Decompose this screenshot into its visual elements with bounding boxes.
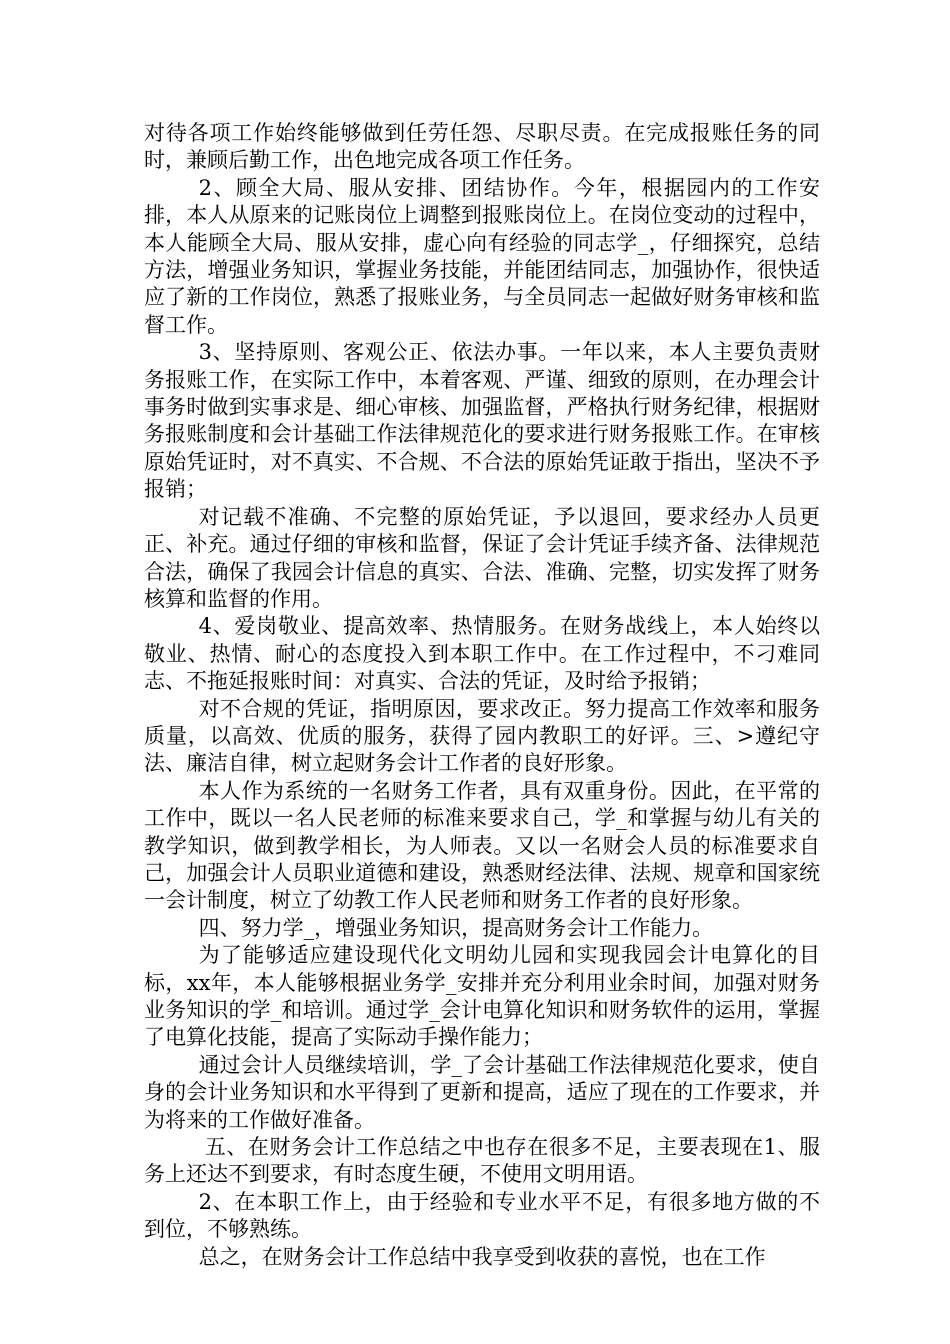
paragraph-1: 对待各项工作始终能够做到任劳任怨、尽职尽责。在完成报账任务的同时，兼顾后勤工作，出色地完成各项工作任务。 <box>144 121 820 173</box>
paragraph-8: 四、努力学_，增强业务知识，提高财务会计工作能力。 <box>198 915 714 940</box>
paragraph-11: 五、在财务会计工作总结之中也存在很多不足，主要表现在1、服务上还达不到要求，有时态度生硬，不使用文明用语。 <box>144 1135 820 1187</box>
paragraph-5: 4、爱岗敬业、提高效率、热情服务。在财务战线上，本人始终以敬业、热情、耐心的态度投入到本职工作中。在工作过程中，不刁难同志、不拖延报账时间：对真实、合法的凭证，及时给予报销； <box>144 614 820 694</box>
paragraph-3: 3、坚持原则、客观公正、依法办事。一年以来，本人主要负责财务报账工作，在实际工作中，本着客观、严谨、细致的原则，在办理会计事务时做到实事求是、细心审核、加强监督，严格执行财务纪律，根据财务报账制度和会计基础工作法律规范化的要求进行财务报账工作。在审核原始凭证时，对不真实、不合规、不合法的原始凭证敢于指出，坚决不予报销； <box>144 340 820 502</box>
paragraph-7: 本人作为系统的一名财务工作者，具有双重身份。因此，在平常的工作中，既以一名人民老师的标准来要求自己，学_和掌握与幼儿有关的教学知识，做到教学相长，为人师表。又以一名财会人员的标准要求自己，加强会计人员职业道德和建设，熟悉财经法律、法规、规章和国家统一会计制度，树立了幼教工作人民老师和财务工作者的良好形象。 <box>144 778 820 913</box>
paragraph-12: 2、在本职工作上，由于经验和专业水平不足，有很多地方做的不到位，不够熟练。 <box>144 1189 820 1242</box>
paragraph-6: 对不合规的凭证，指明原因，要求改正。努力提高工作效率和服务质量，以高效、优质的服务，获得了园内教职工的好评。三、>遵纪守法、廉洁自律，树立起财务会计工作者的良好形象。 <box>144 696 820 776</box>
paragraph-13: 总之，在财务会计工作总结中我享受到收获的喜悦，也在工作 <box>198 1244 766 1269</box>
paragraph-9: 为了能够适应建设现代化文明幼儿园和实现我园会计电算化的目标，xx年，本人能够根据业务学_安排并充分利用业余时间，加强对财务业务知识的学_和培训。通过学_会计电算化知识和财务软件的运用，掌握了电算化技能，提高了实际动手操作能力； <box>144 943 820 1050</box>
paragraph-10: 通过会计人员继续培训，学_了会计基础工作法律规范化要求，使自身的会计业务知识和水平得到了更新和提高，适应了现在的工作要求，并为将来的工作做好准备。 <box>144 1052 820 1132</box>
paragraph-4: 对记载不准确、不完整的原始凭证，予以退回，要求经办人员更正、补充。通过仔细的审核和监督，保证了会计凭证手续齐备、法律规范合法，确保了我园会计信息的真实、合法、准确、完整，切实发挥了财务核算和监督的作用。 <box>144 504 820 611</box>
document-body <box>144 120 820 1271</box>
paragraph-2: 2、顾全大局、服从安排、团结协作。今年，根据园内的工作安排，本人从原来的记账岗位上调整到报账岗位上。在岗位变动的过程中，本人能顾全大局、服从安排，虚心向有经验的同志学_，仔细探究，总结方法，增强业务知识，掌握业务技能，并能团结同志，加强协作，很快适应了新的工作岗位，熟悉了报账业务，与全员同志一起做好财务审核和监督工作。 <box>144 175 820 337</box>
